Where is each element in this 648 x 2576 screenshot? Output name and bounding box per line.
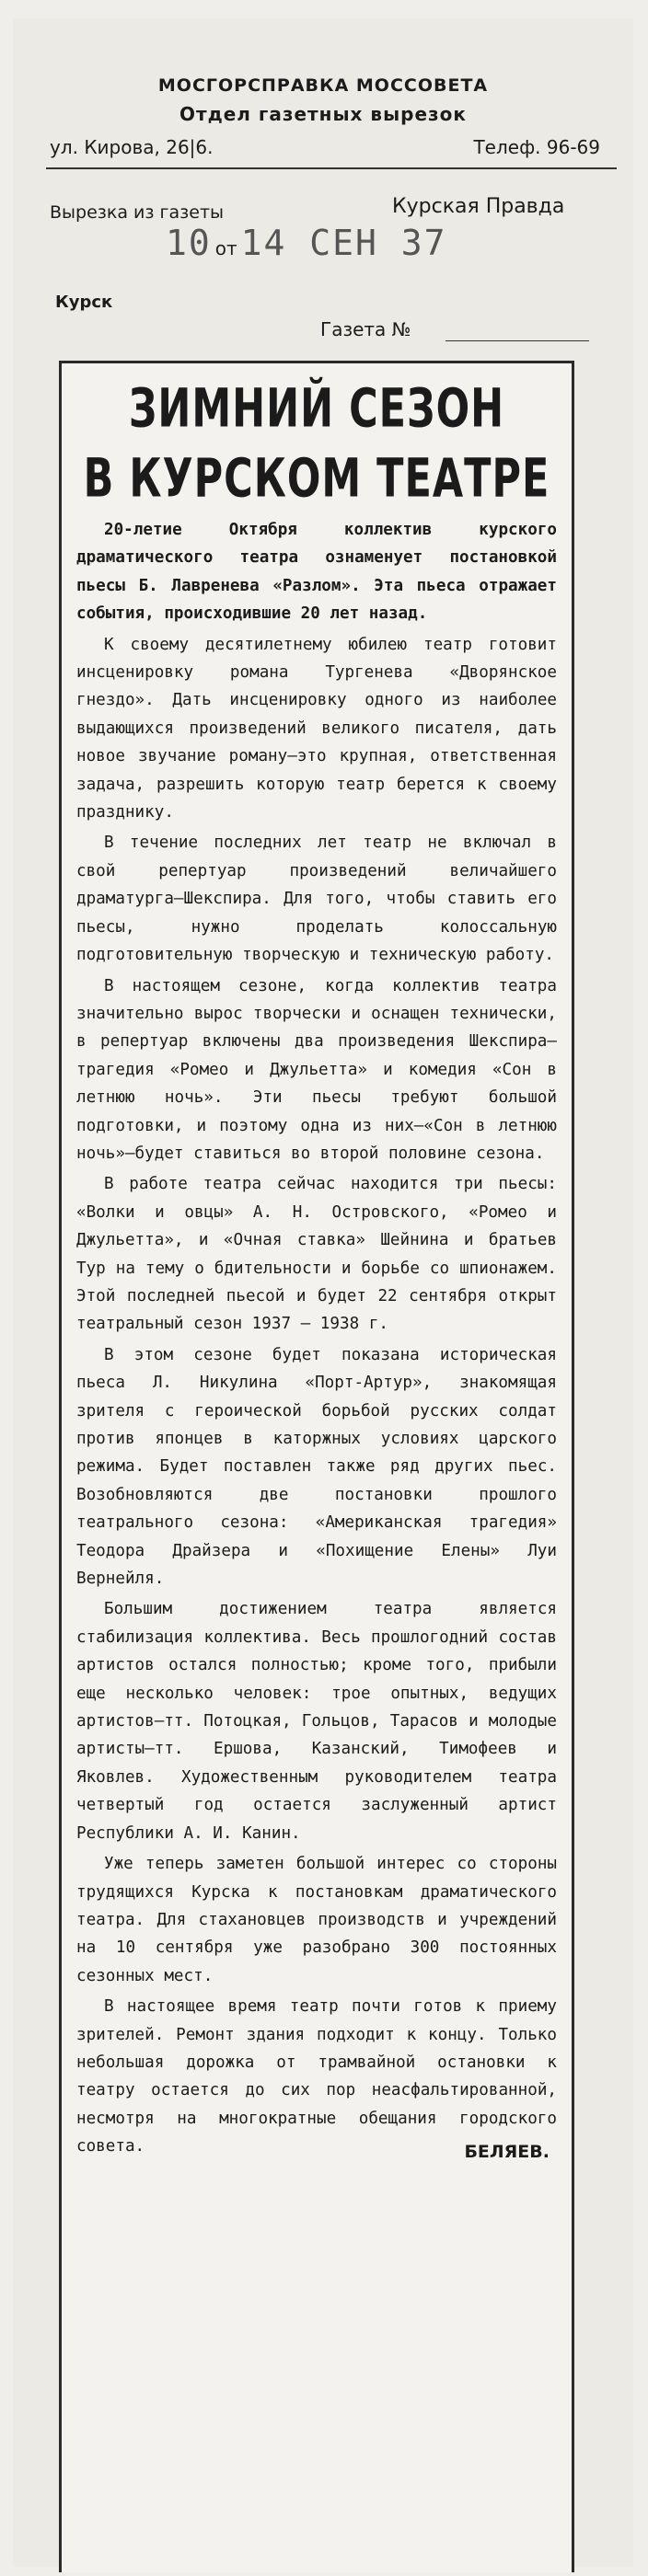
article-paragraph: 20-летие Октября коллектив курского драматического театра ознаменует постановкой пьесы Б. Лавренева «Разлом». Эта пьеса отражает события, происходившие 20 лет назад. bbox=[76, 521, 557, 624]
article-paragraph: В этом сезоне будет показана историческая пьеса Л. Никулина «Порт-Артур», знакомящая зрителя с героической борьбой русских солдат против японцев в каторжных условиях царского режима. Будет поставлен также ряд других пьес. Возобновляются две постановки прошлого театрального сезона: «Американская трагедия» Теодора Драйзера и «Похищение Елены» Луи Вернейля. bbox=[76, 1345, 557, 1589]
headline-line-1: ЗИМНИЙ СЕЗОН bbox=[128, 378, 505, 441]
agency-phone: Телеф. 96-69 bbox=[473, 136, 600, 158]
agency-department: Отдел газетных вырезок bbox=[179, 103, 467, 125]
stamp-from-label: от bbox=[214, 237, 237, 259]
clip-source-label: Вырезка из газеты bbox=[50, 202, 225, 223]
clipping-sheet bbox=[13, 18, 633, 2567]
article-paragraph: Уже теперь заметен большой интерес со стороны трудящихся Курска к постановкам драматического театра. Для стахановцев производств и учреждений на 10 сентября уже разобрано 300 постоянных сезонных мест. bbox=[76, 1855, 557, 1985]
article-paragraph: В настоящем сезоне, когда коллектив театра значительно вырос творчески и оснащен технически, в репертуар включены два произведения Шекспира—трагедия «Ромео и Джульетта» и комедия «Сон в летнюю ночь». Эти пьесы требуют большой подготовки, и поэтому одна из них—«Сон в летнюю ночь»—будет ставиться во второй половине сезона. bbox=[76, 976, 557, 1163]
gazeta-number-line bbox=[446, 340, 589, 341]
article-headline bbox=[69, 374, 564, 513]
article-paragraph: В работе театра сейчас находится три пьесы: «Волки и овцы» А. Н. Островского, «Ромео и Джульетта», и «Очная ставка» Шейнина и братьев Тур на тему о бдительности и борьбе со шпионажем. Этой последней пьесой и будет 22 сентября открыт театральный сезон 1937 — 1938 г. bbox=[76, 1175, 557, 1334]
date-stamp bbox=[166, 223, 447, 263]
newspaper-name: Курская Правда bbox=[392, 195, 565, 218]
author-signature: БЕЛЯЕВ. bbox=[464, 2141, 550, 2162]
agency-address: ул. Кирова, 26|6. bbox=[50, 136, 214, 158]
article-paragraph: В настоящее время театр почти готов к приему зрителей. Ремонт здания подходит к концу. Только небольшая дорожка от трамвайной остановки к театру остается до сих пор неасфальтированной, несмотря на многократные обещания городского совета. bbox=[76, 1997, 557, 2156]
article-body bbox=[62, 516, 572, 2166]
article-paragraph: Большим достижением театра является стабилизация коллектива. Весь прошлогодний состав артистов остался полностью; кроме того, прибыли еще несколько человек: трое опытных, ведущих артистов—тт. Потоцкая, Гольцов, Тарасов и молодые артисты—тт. Ершова, Казанский, Тимофеев и Яковлев. Художественным руководителем театра четвертый год остается заслуженный артист Республики А. И. Канин. bbox=[76, 1600, 557, 1843]
stamp-date: 14 СЕН 37 bbox=[240, 223, 447, 263]
header-divider bbox=[46, 167, 617, 169]
article-paragraph: В течение последних лет театр не включал в свой репертуар произведений величайшего драматурга—Шекспира. Для того, чтобы ставить его пьесы, нужно проделать колоссальную подготовительную творческую и техническую работу. bbox=[76, 834, 557, 965]
stamp-number: 10 bbox=[166, 223, 212, 263]
newspaper-article bbox=[59, 361, 574, 2572]
agency-name: МОСГОРСПРАВКА МОССОВЕТА bbox=[157, 75, 489, 96]
city-label: Курск bbox=[55, 293, 113, 312]
headline-line-2: В КУРСКОМ ТЕАТРЕ bbox=[83, 447, 550, 511]
article-paragraph: К своему десятилетнему юбилею театр готовит инсценировку романа Тургенева «Дворянское гнездо». Дать инсценировку одного из наиболее выдающихся произведений великого писателя, дать новое звучание роману—это крупная, ответственная задача, разрешить которую театр берется к своему празднику. bbox=[76, 635, 557, 822]
gazeta-number-label: Газета № bbox=[320, 318, 411, 340]
